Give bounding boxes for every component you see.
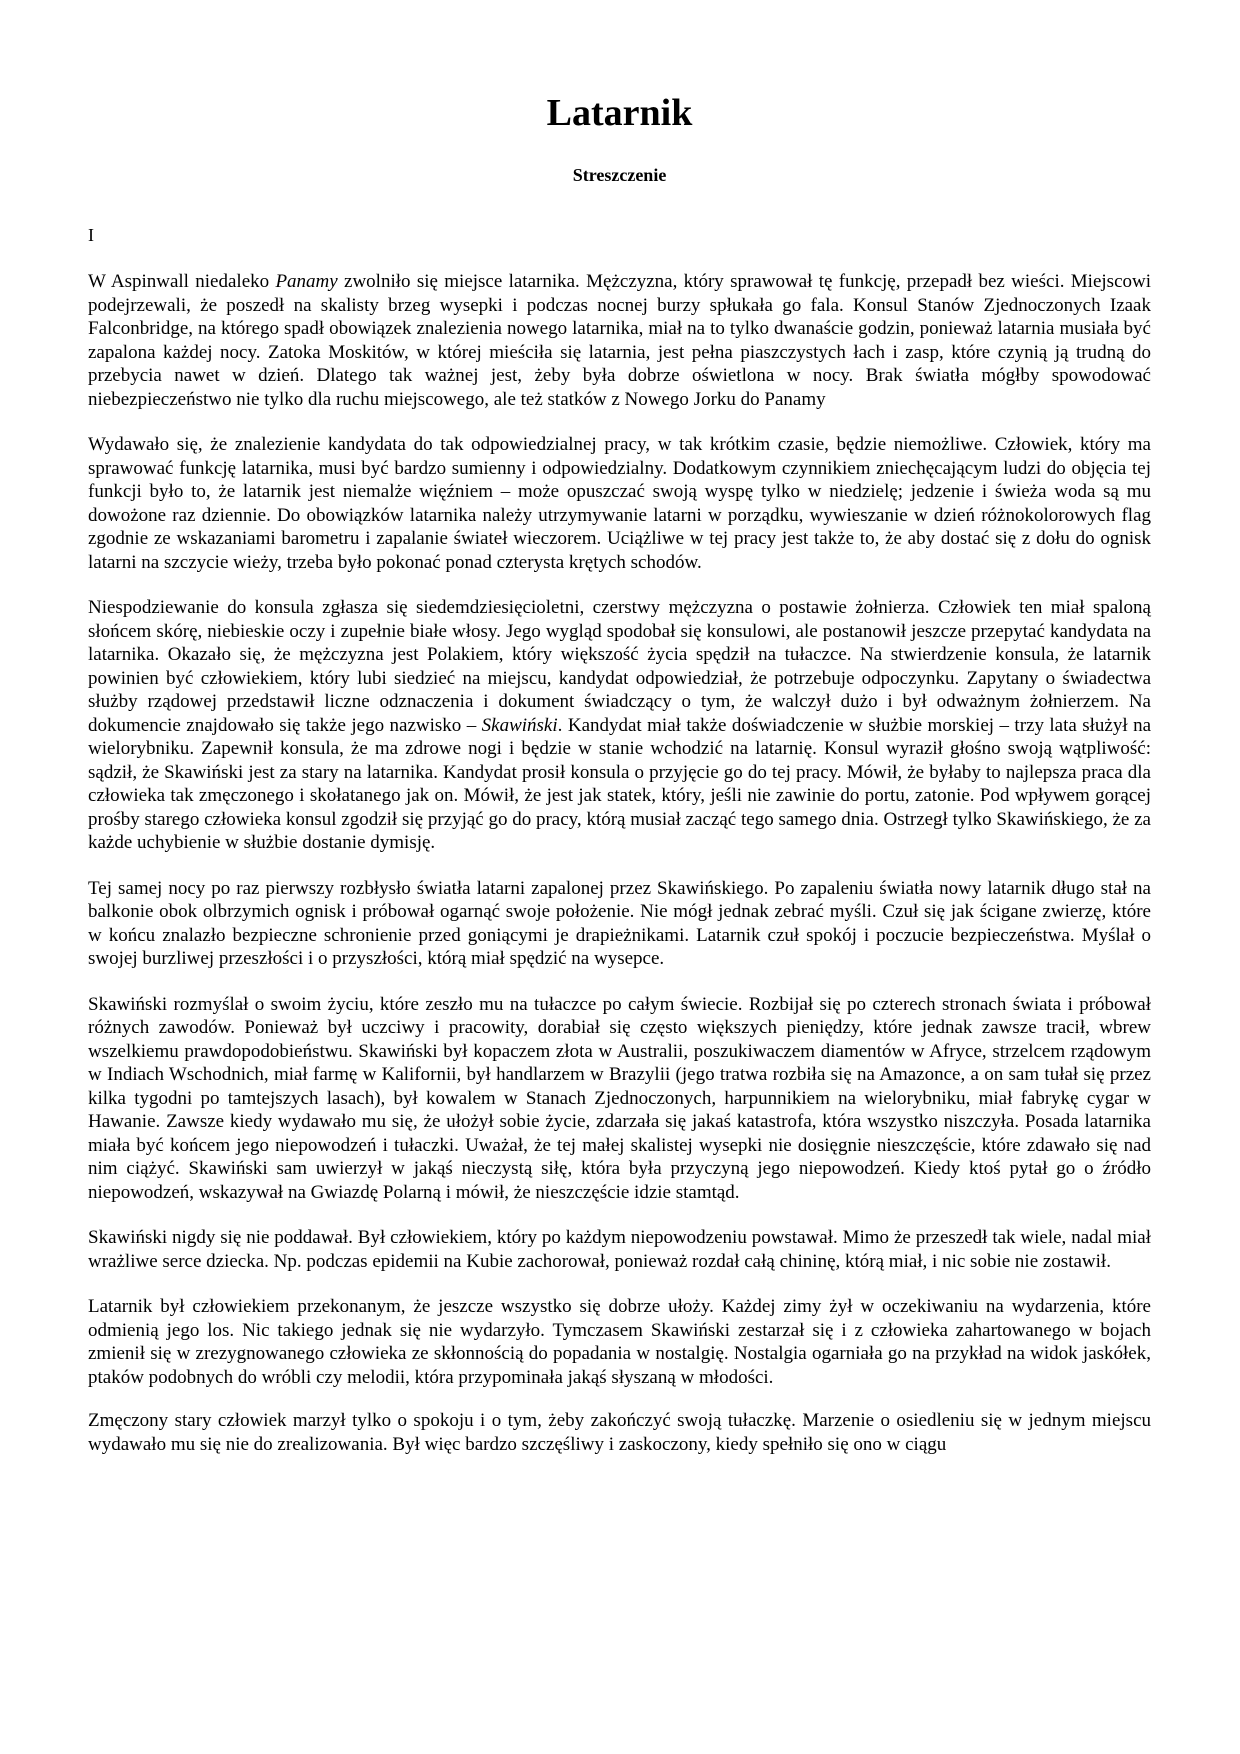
paragraph: Skawiński rozmyślał o swoim życiu, które zeszło mu na tułaczce po całym świecie. Rozbijał się po czterech stronach świata i próbował różnych zawodów. Ponieważ był uczciwy i pracowity, dorabiał się często większych pieniędzy, które jednak zawsze tracił, wbrew wszelkiemu prawdopodobieństwu. Skawiński był kopaczem złota w Australii, poszukiwaczem diamentów w Afryce, strzelcem rządowym w Indiach Wschodnich, miał farmę w Kalifornii, był handlarzem w Brazylii (jego tratwa rozbiła się na Amazonce, a on sam tułał się przez kilka tygodni po tamtejszych lasach), był kowalem w Stanach Zjednoczonych, harpunnikiem na wielorybniku, miał fabrykę cygar w Hawanie. Zawsze kiedy wydawało mu się, że ułożył sobie życie, zdarzała się jakaś katastrofa, która wszystko niszczyła. Posada latarnika miała być końcem jego niepowodzeń i tułaczki. Uważał, że tej małej skalistej wysepki nie dosięgnie nieszczęście, które zdawało się nad nim ciążyć. Skawiński sam uwierzył w jakąś nieczystą siłę, która była przyczyną jego niepowodzeń. Kiedy ktoś pytał go o źródło niepowodzeń, wskazywał na Gwiazdę Polarną i mówił, że nieszczęście idzie stamtąd. [88,993,1151,1203]
paragraph: Skawiński nigdy się nie poddawał. Był człowiekiem, który po każdym niepowodzeniu powstawał. Mimo że przeszedł tak wiele, nadal miał wrażliwe serce dziecka. Np. podczas epidemii na Kubie zachorował, ponieważ rozdał całą chininę, którą miał, i nic sobie nie zostawił. [88,1227,1151,1272]
paragraph: Niespodziewanie do konsula zgłasza się siedemdziesięcioletni, czerstwy mężczyzna o postawie żołnierza. Człowiek ten miał spaloną słońcem skórę, niebieskie oczy i zupełnie białe włosy. Jego wygląd spodobał się konsulowi, ale postanowił jeszcze przepytać kandydata na latarnika. Okazało się, że mężczyzna jest Polakiem, który większość życia spędził na tułaczce. Na stwierdzenie konsula, że latarnik powinien być człowiekiem, który lubi siedzieć na miejscu, kandydat odpowiedział, że potrzebuje odpoczynku. Zapytany o świadectwa służby rządowej przedstawił liczne odznaczenia i dokument świadczący o tym, że walczył dużo i był odważnym żołnierzem. Na dokumencie znajdowało się także jego nazwisko – Skawiński. Kandydat miał także doświadczenie w służbie morskiej – trzy lata służył na wielorybniku. Zapewnił konsula, że ma zdrowe nogi i będzie w stanie wchodzić na latarnię. Konsul wyraził głośno swoją wątpliwość: sądził, że Skawiński jest za stary na latarnika. Kandydat prosił konsula o przyjęcie go do tej pracy. Mówił, że byłaby to najlepsza praca dla człowieka tak zmęczonego i skołatanego jak on. Mówił, że jest jak statek, który, jeśli nie zawinie do portu, zatonie. Pod wpływem gorącej prośby starego człowieka konsul zgodził się przyjąć go do pracy, którą musiał zacząć tego samego dnia. Ostrzegł tylko Skawińskiego, że za każde uchybienie w służbie dostanie dymisję. [88,597,1151,853]
paragraph: Tej samej nocy po raz pierwszy rozbłysło światła latarni zapalonej przez Skawińskiego. Po zapaleniu światła nowy latarnik długo stał na balkonie obok olbrzymich ognisk i próbował ogarnąć swoje położenie. Nie mógł jednak zebrać myśli. Czuł się jak ścigane zwierzę, które w końcu znalazło bezpieczne schronienie przed goniącymi je drapieżnikami. Latarnik czuł spokój i poczucie bezpieczeństwa. Myślał o swojej burzliwej przeszłości i o przyszłości, którą miał spędzić na wysepce. [88,877,1151,969]
section-number: I [88,225,94,245]
paragraph: Zmęczony stary człowiek marzył tylko o spokoju i o tym, żeby zakończyć swoją tułaczkę. Marzenie o osiedleniu się w jednym miejscu wydawało mu się nie do zrealizowania. Był więc bardzo szczęśliwy i zaskoczony, kiedy spełniło się ono w ciągu [88,1410,1151,1455]
document-title: Latarnik [546,92,693,134]
document-subtitle: Streszczenie [572,165,667,185]
emphasis-text: Skawiński [481,714,558,736]
paragraph: W Aspinwall niedaleko Panamy zwolniło się miejsce latarnika. Mężczyzna, który sprawował tę funkcję, przepadł bez wieści. Miejscowi podejrzewali, że poszedł na skalisty brzeg wysepki i podczas nocnej burzy spłukała go fala. Konsul Stanów Zjednoczonych Izaak Falconbridge, na którego spadł obowiązek znalezienia nowego latarnika, miał na to tylko dwanaście godzin, ponieważ latarnia musiała być zapalona każdej nocy. Zatoka Moskitów, w której mieściła się latarnia, jest pełna piaszczystych łach i zasp, które czynią ją trudną do przebycia nawet w dzień. Dlatego tak ważnej jest, żeby była dobrze oświetlona w nocy. Brak światła mógłby spowodować niebezpieczeństwo nie tylko dla ruchu miejscowego, ale też statków z Nowego Jorku do Panamy [88,271,1151,410]
emphasis-text: Panamy [275,271,338,292]
document-page [88,88,1151,1456]
paragraph: Wydawało się, że znalezienie kandydata do tak odpowiedzialnej pracy, w tak krótkim czasie, będzie niemożliwe. Człowiek, który ma sprawować funkcję latarnika, musi być bardzo sumienny i odpowiedzialny. Dodatkowym czynnikiem zniechęcającym ludzi do objęcia tej funkcji było to, że latarnik jest niemalże więźniem – może opuszczać swoją wyspę tylko w niedzielę; jedzenie i świeża woda są mu dowożone raz dziennie. Do obowiązków latarnika należy utrzymywanie latarni w porządku, wywieszanie w dzień różnokolorowych flag zgodnie ze wskazaniami barometru i zapalanie świateł wieczorem. Uciążliwe w tej pracy jest także to, że aby dostać się z dołu do ognisk latarni na szczycie wieży, trzeba było pokonać ponad czterysta krętych schodów. [88,434,1151,573]
paragraph: Latarnik był człowiekiem przekonanym, że jeszcze wszystko się dobrze ułoży. Każdej zimy żył w oczekiwaniu na wydarzenia, które odmienią jego los. Nic takiego jednak się nie wydarzyło. Tymczasem Skawiński zestarzał się i z człowieka zahartowanego w bojach zmienił się w zrezygnowanego człowieka ze skłonnością do popadania w nostalgię. Nostalgia ogarniała go na przykład na widok jaskółek, ptaków podobnych do wróbli czy melodii, która przypominała jakąś słyszaną w młodości. [88,1296,1151,1388]
